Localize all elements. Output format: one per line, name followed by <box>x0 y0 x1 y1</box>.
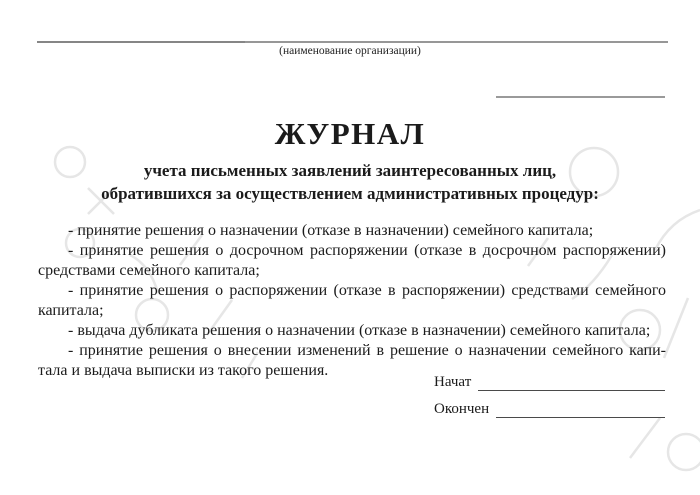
blank-fill-line-top-right <box>496 96 665 98</box>
journal-title: ЖУРНАЛ <box>274 116 426 151</box>
procedure-line: капитала; <box>38 302 104 319</box>
finished-fill-line <box>496 401 665 418</box>
procedure-line: - принятие решения о внесении изменений в решение о назначении семейного капи- <box>68 342 666 359</box>
started-row <box>434 373 665 391</box>
organization-name-caption: (наименование организации) <box>279 45 421 57</box>
procedure-line: средствами семейного капитала; <box>38 262 260 279</box>
finished-row <box>434 400 665 418</box>
procedures-list <box>38 221 666 381</box>
journal-subtitle <box>20 159 680 205</box>
procedure-line: тала и выдача выписки из такого решения. <box>38 362 329 379</box>
procedure-line: - выдача дубликата решения о назначении (отказе в назначении) семейного капитала; <box>68 322 651 339</box>
started-label: Начат <box>434 374 472 390</box>
organization-name-line <box>37 41 668 43</box>
procedure-line: - принятие решения о досрочном распоряжении (отказе в досрочном распоряжении) <box>68 242 666 259</box>
started-fill-line <box>478 374 665 391</box>
procedure-line: - принятие решения о распоряжении (отказе в распоряжении) средствами семейного <box>68 282 666 299</box>
finished-label: Окончен <box>434 401 490 417</box>
procedure-line: - принятие решения о назначении (отказе в назначении) семейного капитала; <box>68 222 594 239</box>
dates-block <box>434 373 665 427</box>
journal-subtitle-line-2: обратившихся за осуществлением административных процедур: <box>101 184 599 203</box>
journal-subtitle-line-1: учета письменных заявлений заинтересованных лиц, <box>143 161 557 180</box>
